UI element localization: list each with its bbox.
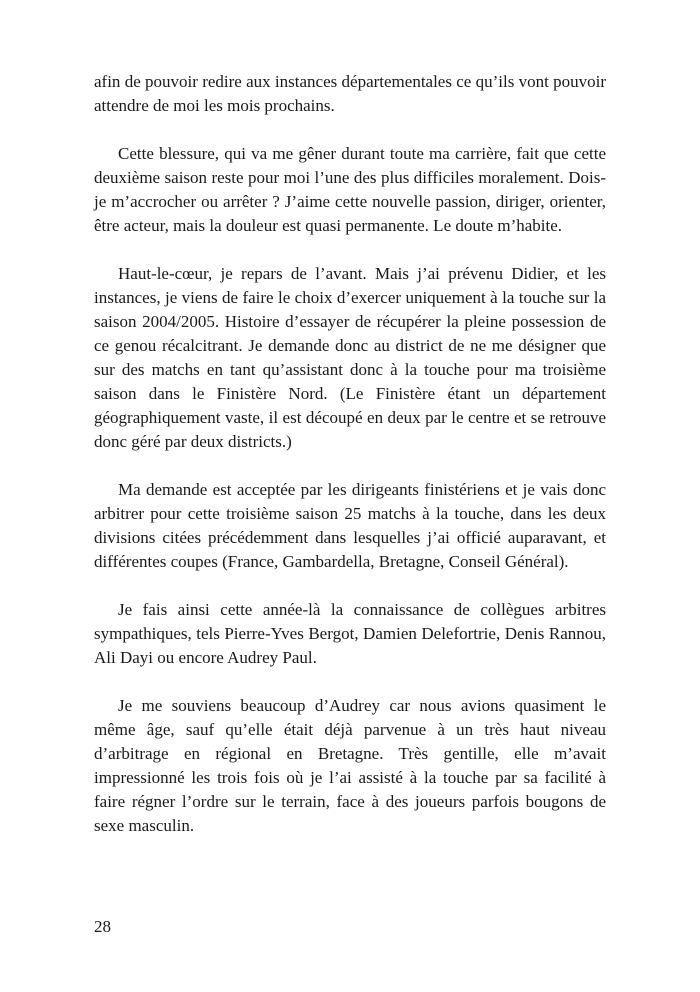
paragraph-continuation: afin de pouvoir redire aux instances départementales ce qu’ils vont pouvoir attendre de moi les mois prochains. (94, 72, 606, 115)
paragraph-request-accepted: Ma demande est acceptée par les dirigeants finistériens et je vais donc arbitrer pour cette troisième saison 25 matchs à la touche, dans les deux divisions citées précédemment dans lesquelles j’ai officié auparavant, et différentes coupes (France, Gambardella, Bretagne, Conseil Général). (94, 480, 606, 571)
page-number: 28 (94, 917, 111, 936)
body-text (94, 70, 606, 862)
paragraph-audrey: Je me souviens beaucoup d’Audrey car nous avions quasiment le même âge, sauf qu’elle était déjà parvenue à un très haut niveau d’arbitrage en régional en Bretagne. Très gentille, elle m’avait impressionné les trois fois où je l’ai assisté à la touche par sa facilité à faire régner l’ordre sur le terrain, face à des joueurs parfois bougons de sexe masculin. (94, 696, 606, 835)
paragraph-colleagues: Je fais ainsi cette année-là la connaissance de collègues arbitres sympathiques, tels Pierre-Yves Bergot, Damien Delefortrie, Denis Rannou, Ali Dayi ou encore Audrey Paul. (94, 600, 606, 667)
paragraph-injury: Cette blessure, qui va me gêner durant toute ma carrière, fait que cette deuxième saison reste pour moi l’une des plus difficiles moralement. Dois-je m’accrocher ou arrêter ? J’aime cette nouvelle passion, diriger, orienter, être acteur, mais la douleur est quasi permanente. Le doute m’habite. (94, 144, 606, 235)
paragraph-season-choice: Haut-le-cœur, je repars de l’avant. Mais j’ai prévenu Didier, et les instances, je viens de faire le choix d’exercer uniquement à la touche sur la saison 2004/2005. Histoire d’essayer de récupérer la pleine possession de ce genou récalcitrant. Je demande donc au district de ne me désigner que sur des matchs en tant qu’assistant donc à la touche pour ma troisième saison dans le Finistère Nord. (Le Finistère étant un département géographiquement vaste, il est découpé en deux par le centre et se retrouve donc géré par deux districts.) (94, 264, 606, 451)
